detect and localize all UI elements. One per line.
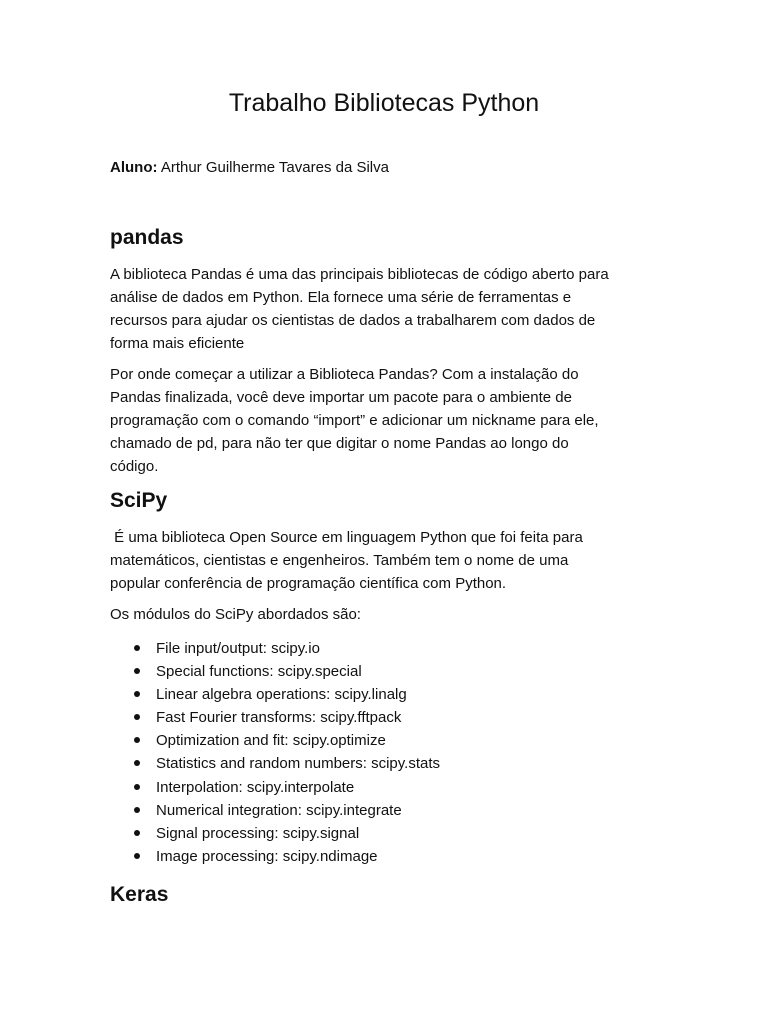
scipy-heading: SciPy	[110, 489, 168, 512]
paragraph-line: chamado de pd, para não ter que digitar o nome Pandas ao longo do	[110, 435, 569, 452]
paragraph-line: A biblioteca Pandas é uma das principais bibliotecas de código aberto para	[110, 266, 609, 283]
list-item	[110, 845, 670, 868]
list-item-text: Numerical integration: scipy.integrate	[156, 801, 402, 819]
bullet-icon	[134, 784, 140, 790]
list-item-text: Linear algebra operations: scipy.linalg	[156, 686, 407, 704]
bullet-icon	[134, 668, 140, 674]
author-name: Arthur Guilherme Tavares da Silva	[157, 159, 389, 176]
list-item	[110, 660, 670, 683]
scipy-paragraph-1	[110, 526, 670, 595]
list-item-text: Special functions: scipy.special	[156, 663, 362, 681]
author-label: Aluno:	[110, 159, 158, 176]
list-item	[110, 683, 670, 706]
list-item	[110, 637, 670, 660]
bullet-icon	[134, 691, 140, 697]
document-title: Trabalho Bibliotecas Python	[228, 89, 540, 117]
bullet-icon	[134, 830, 140, 836]
list-item	[110, 729, 670, 752]
list-item-text: Image processing: scipy.ndimage	[156, 847, 378, 865]
list-item-text: Statistics and random numbers: scipy.stats	[156, 755, 441, 773]
keras-heading: Keras	[110, 883, 169, 906]
paragraph-line: programação com o comando “import” e adicionar um nickname para ele,	[110, 412, 599, 429]
list-item-text: File input/output: scipy.io	[156, 640, 320, 657]
list-item	[110, 822, 670, 845]
paragraph-line: código.	[110, 458, 159, 475]
list-item	[110, 799, 670, 822]
list-item-text: Optimization and fit: scipy.optimize	[156, 732, 386, 750]
bullet-icon	[134, 645, 140, 651]
list-item	[110, 776, 670, 799]
bullet-icon	[134, 853, 140, 859]
bullet-icon	[134, 737, 140, 743]
list-item-text: Fast Fourier transforms: scipy.fftpack	[156, 709, 402, 727]
author-line	[110, 157, 389, 179]
paragraph-line: matemáticos, cientistas e engenheiros. Também tem o nome de uma	[110, 552, 569, 569]
list-item	[110, 752, 670, 775]
paragraph-line: popular conferência de programação científica com Python.	[110, 575, 507, 592]
list-item	[110, 706, 670, 729]
bullet-icon	[134, 714, 140, 720]
paragraph-line: É uma biblioteca Open Source em linguagem Python que foi feita para	[110, 529, 583, 546]
scipy-modules-list	[110, 637, 670, 868]
list-item-text: Signal processing: scipy.signal	[156, 824, 360, 842]
paragraph-line: Os módulos do SciPy abordados são:	[110, 606, 361, 623]
bullet-icon	[134, 807, 140, 813]
list-item-text: Interpolation: scipy.interpolate	[156, 778, 355, 796]
pandas-paragraph-2	[110, 363, 670, 478]
scipy-modules-intro	[110, 603, 670, 626]
pandas-paragraph-1	[110, 263, 670, 355]
paragraph-line: forma mais eficiente	[110, 335, 245, 352]
paragraph-line: análise de dados em Python. Ela fornece uma série de ferramentas e	[110, 289, 572, 306]
paragraph-line: Pandas finalizada, você deve importar um pacote para o ambiente de	[110, 389, 572, 406]
bullet-icon	[134, 760, 140, 766]
paragraph-line: recursos para ajudar os cientistas de dados a trabalharem com dados de	[110, 312, 596, 329]
pandas-heading: pandas	[110, 226, 184, 249]
paragraph-line: Por onde começar a utilizar a Biblioteca Pandas? Com a instalação do	[110, 366, 579, 383]
